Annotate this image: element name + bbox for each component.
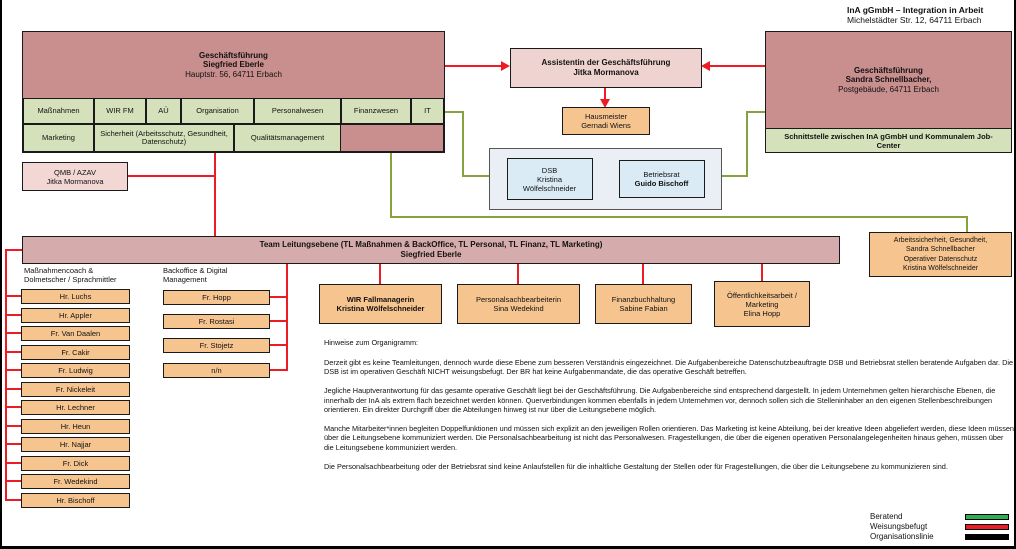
dept-cell-wir-fm: WIR FM (94, 98, 146, 125)
betriebsrat-name: Guido Bischoff (634, 179, 689, 188)
directive-line (5, 369, 21, 371)
directive-line (642, 264, 644, 284)
dept-cell-finanzwesen: Finanzwesen (341, 98, 411, 125)
company-title: InA gGmbH – Integration in Arbeit (847, 5, 984, 15)
directive-line (5, 406, 21, 408)
coach-member-box: Hr. Lechner (21, 400, 130, 415)
coach-member-box: Fr. Cakir (21, 345, 130, 360)
notes-block (324, 338, 1014, 480)
betriebsrat-role: Betriebsrat (643, 170, 680, 179)
backoffice-column-header (163, 266, 227, 285)
hausmeister-box (562, 107, 650, 135)
legend-label-organisationslinie: Organisationslinie (870, 532, 934, 541)
department-row-2 (23, 124, 444, 152)
coach-member-box: Fr. Nickeleit (21, 382, 130, 397)
coach-member-box: Fr. Wedekind (21, 474, 130, 489)
directive-line (5, 480, 21, 482)
directive-line (709, 65, 765, 67)
committee-panel (489, 148, 722, 210)
directive-line (270, 320, 287, 322)
company-address: Michelstädter Str. 12, 64711 Erbach (847, 15, 982, 25)
directive-line (379, 264, 381, 284)
legend-item-weisungsbefugt (870, 522, 927, 531)
notes-paragraph: Jegliche Hauptverantwortung für das gesamte operative Geschäft liegt bei der Geschäftsführung. Die Aufgabenbereiche sind entsprechend dargestellt. In jedem Unternehmen gelten hierarchische Ebenen, die innerhalb der InA als extrem flach bezeichnet werden können. Querverbindungen kommen ebenfalls in jedem Unternehmen vor, dennoch sollen sich die Stelleninhaber an den eigenen Stellenbeschreibungen orientieren. Ein direkter Durchgriff über die Abteilungen hinweg ist nur über die Leitungsebene möglich. (324, 385, 996, 415)
advisory-line (746, 111, 748, 177)
arrow-left-icon (701, 61, 710, 71)
assistant-name: Jitka Mormanova (573, 68, 639, 77)
department-row-1 (23, 98, 444, 125)
safety-box (869, 232, 1012, 277)
gf-right-header (838, 32, 939, 128)
dept-cell-organisation: Organisation (181, 98, 254, 125)
directive-line (445, 65, 502, 67)
backoffice-member-box: Fr. Stojetz (163, 338, 270, 353)
directive-line (270, 344, 287, 346)
hausmeister-name: Gernadi Wiens (581, 121, 631, 130)
advisory-line (746, 111, 765, 113)
dept-cell-massnahmen: Maßnahmen (23, 98, 94, 125)
directive-line (517, 264, 519, 284)
notes-paragraph: Manche Mitarbeiter*innen begleiten Doppelfunktionen und müssen sich explizit an den jeweiligen Rollen orientieren. Das Marketing ist keine Abteilung, bei der kreative Ideen abgeliefert werden, diese Ideen müssen über die Leitungsebene kommuniziert werden. Die Personalsachbearbeitung ist nicht das Personalwesen. Fragestellungen, die über die eigenen operativen Personalangelegenheiten hinaus gehen, müssen über die Leitungsebene kommuniziert werden. (324, 423, 1014, 452)
coach-member-box: Hr. Luchs (21, 289, 130, 304)
assistant-role: Assistentin der Geschäftsführung (541, 58, 671, 68)
company-header (847, 5, 983, 25)
directive-line (5, 332, 21, 334)
directive-line (5, 388, 21, 390)
coach-member-box: Hr. Heun (21, 419, 130, 434)
backoffice-member-box: Fr. Hopp (163, 290, 270, 305)
legend-label-weisungsbefugt: Weisungsbefugt (870, 522, 928, 531)
advisory-line (390, 153, 392, 218)
coach-member-box: Hr. Appler (21, 308, 130, 323)
dsb-box (507, 158, 593, 200)
legend-item-beratend (870, 512, 902, 521)
advisory-line (462, 175, 489, 177)
directive-line (286, 264, 288, 371)
finanz-box (595, 284, 692, 324)
gf-left-title: Geschäftsführung (199, 50, 268, 60)
notes-paragraph: Derzeit gibt es keine Teamleitungen, dennoch wurde diese Ebene zum besseren Verständnis eingezeichnet. Die Aufgabenbereiche Datenschutzbeauftragte DSB und Betriebsrat stellen beratende Aufgaben dar. Die DSB ist im operativen Geschäft NICHT weisungsbefugt. Der BR hat keine Aufgabenmandate, die das operative Geschäft betreffen. (324, 357, 1014, 377)
legend-swatch-organisationslinie (965, 534, 1009, 540)
marketing-name: Elina Hopp (743, 308, 781, 318)
advisory-line (390, 216, 968, 218)
notes-paragraph: Die Personalsachbearbeitung oder der Betriebsrat sind keine Anlaufstellen für die inhaltliche Gestaltung der Stellen oder für Fragestellungen, die über die Leitungsebene zu kommunizieren sind. (324, 461, 948, 471)
dept-cell-personalwesen: Personalwesen (254, 98, 341, 125)
wir-role: WIR Fallmanagerin (346, 295, 415, 304)
directive-line (761, 264, 763, 281)
dept-cell-marketing: Marketing (23, 124, 94, 152)
directive-line (5, 443, 21, 445)
dept-cell-sicherheit: Sicherheit (Arbeitsschutz, Gesundheit, Datenschutz) (94, 124, 234, 152)
safety-line2: Sandra Schnellbacher (906, 246, 975, 254)
wir-name: Kristina Wölfelschneider (336, 304, 425, 313)
directive-line (5, 462, 21, 464)
qmb-box (22, 162, 128, 191)
dept-cell-it: IT (411, 98, 444, 125)
coach-column-header (24, 266, 117, 285)
gf-right-box (765, 31, 1012, 153)
qmb-name: Jitka Mormanova (46, 176, 104, 186)
marketing-role-line2: Marketing (745, 299, 779, 309)
backoffice-header-line1: Backoffice & Digital (163, 266, 228, 275)
team-level-bar (22, 236, 840, 264)
finanz-name: Sabine Fabian (619, 304, 668, 313)
backoffice-header-line2: Management (163, 275, 207, 285)
directive-line (270, 369, 287, 371)
personal-name: Sina Wedekind (493, 304, 544, 313)
dept-cell-empty (341, 124, 444, 152)
legend-swatch-weisungsbefugt (965, 524, 1009, 530)
betriebsrat-box (619, 160, 705, 198)
directive-line (5, 249, 23, 251)
legend-item-organisationslinie (870, 532, 934, 541)
safety-line1: Arbeitssicherheit, Gesundheit, (893, 237, 988, 245)
gf-right-address: Postgebäude, 64711 Erbach (838, 84, 939, 94)
directive-line (5, 314, 21, 316)
gf-right-title: Geschäftsführung (854, 65, 923, 75)
finanz-role: Finanzbuchhaltung (611, 295, 676, 304)
wir-fallmanager-box (319, 284, 442, 324)
arrow-right-icon (501, 61, 510, 71)
directive-line (5, 499, 21, 501)
gf-left-header (185, 32, 282, 98)
gf-left-box (22, 31, 445, 153)
gf-left-address: Hauptstr. 56, 64711 Erbach (185, 69, 282, 79)
safety-line4: Kristina Wölfelschneider (902, 264, 979, 272)
legend-label-beratend: Beratend (870, 512, 903, 521)
personal-role: Personalsachbearbeiterin (475, 295, 562, 304)
dept-cell-qualitaet: Qualitätsmanagement (234, 124, 341, 152)
backoffice-member-box: Fr. Rostasi (163, 314, 270, 329)
directive-line (5, 351, 21, 353)
legend-swatch-beratend (965, 514, 1009, 520)
coach-header-line1: Maßnahmencoach & (24, 266, 94, 275)
dsb-name-line1: Kristina (536, 174, 562, 184)
directive-line (214, 153, 216, 237)
backoffice-member-box: n/n (163, 363, 270, 378)
team-bar-line2: Siegfried Eberle (400, 250, 462, 259)
coach-member-box: Fr. Van Daalen (21, 326, 130, 341)
directive-line (5, 295, 21, 297)
gf-left-name: Siegfried Eberle (203, 60, 264, 70)
hausmeister-role: Hausmeister (584, 112, 628, 121)
safety-line3: Operativer Datenschutz (903, 255, 978, 263)
dept-cell-aue: AÜ (146, 98, 181, 125)
directive-line (128, 175, 215, 177)
gf-right-name: Sandra Schnellbacher, (845, 75, 932, 85)
coach-member-box: Fr. Ludwig (21, 363, 130, 378)
marketing-role-line1: Öffentlichkeitsarbeit / (727, 290, 797, 300)
directive-line (270, 296, 287, 298)
team-bar-line1: Team Leitungsebene (TL Maßnahmen & BackOffice, TL Personal, TL Finanz, TL Marketing) (259, 240, 603, 250)
qmb-role: QMB / AZAV (54, 167, 96, 177)
jobcenter-interface-strip: Schnittstelle zwischen InA gGmbH und Kommunalem Job-Center (766, 128, 1011, 152)
advisory-line (722, 175, 748, 177)
dsb-name-line2: Wölfelschneider (522, 183, 577, 193)
personal-box (457, 284, 580, 324)
notes-heading: Hinweise zum Organigramm: (324, 338, 419, 347)
directive-line (5, 425, 21, 427)
coach-member-box: Hr. Bischoff (21, 493, 130, 508)
advisory-line (966, 216, 968, 232)
assistant-box (510, 48, 702, 88)
dsb-role: DSB (541, 165, 558, 175)
coach-member-box: Fr. Dick (21, 456, 130, 471)
coach-header-line2: Dolmetscher / Sprachmittler (24, 275, 117, 285)
coach-member-box: Hr. Najjar (21, 437, 130, 452)
advisory-line (462, 111, 464, 177)
marketing-box (714, 281, 810, 327)
